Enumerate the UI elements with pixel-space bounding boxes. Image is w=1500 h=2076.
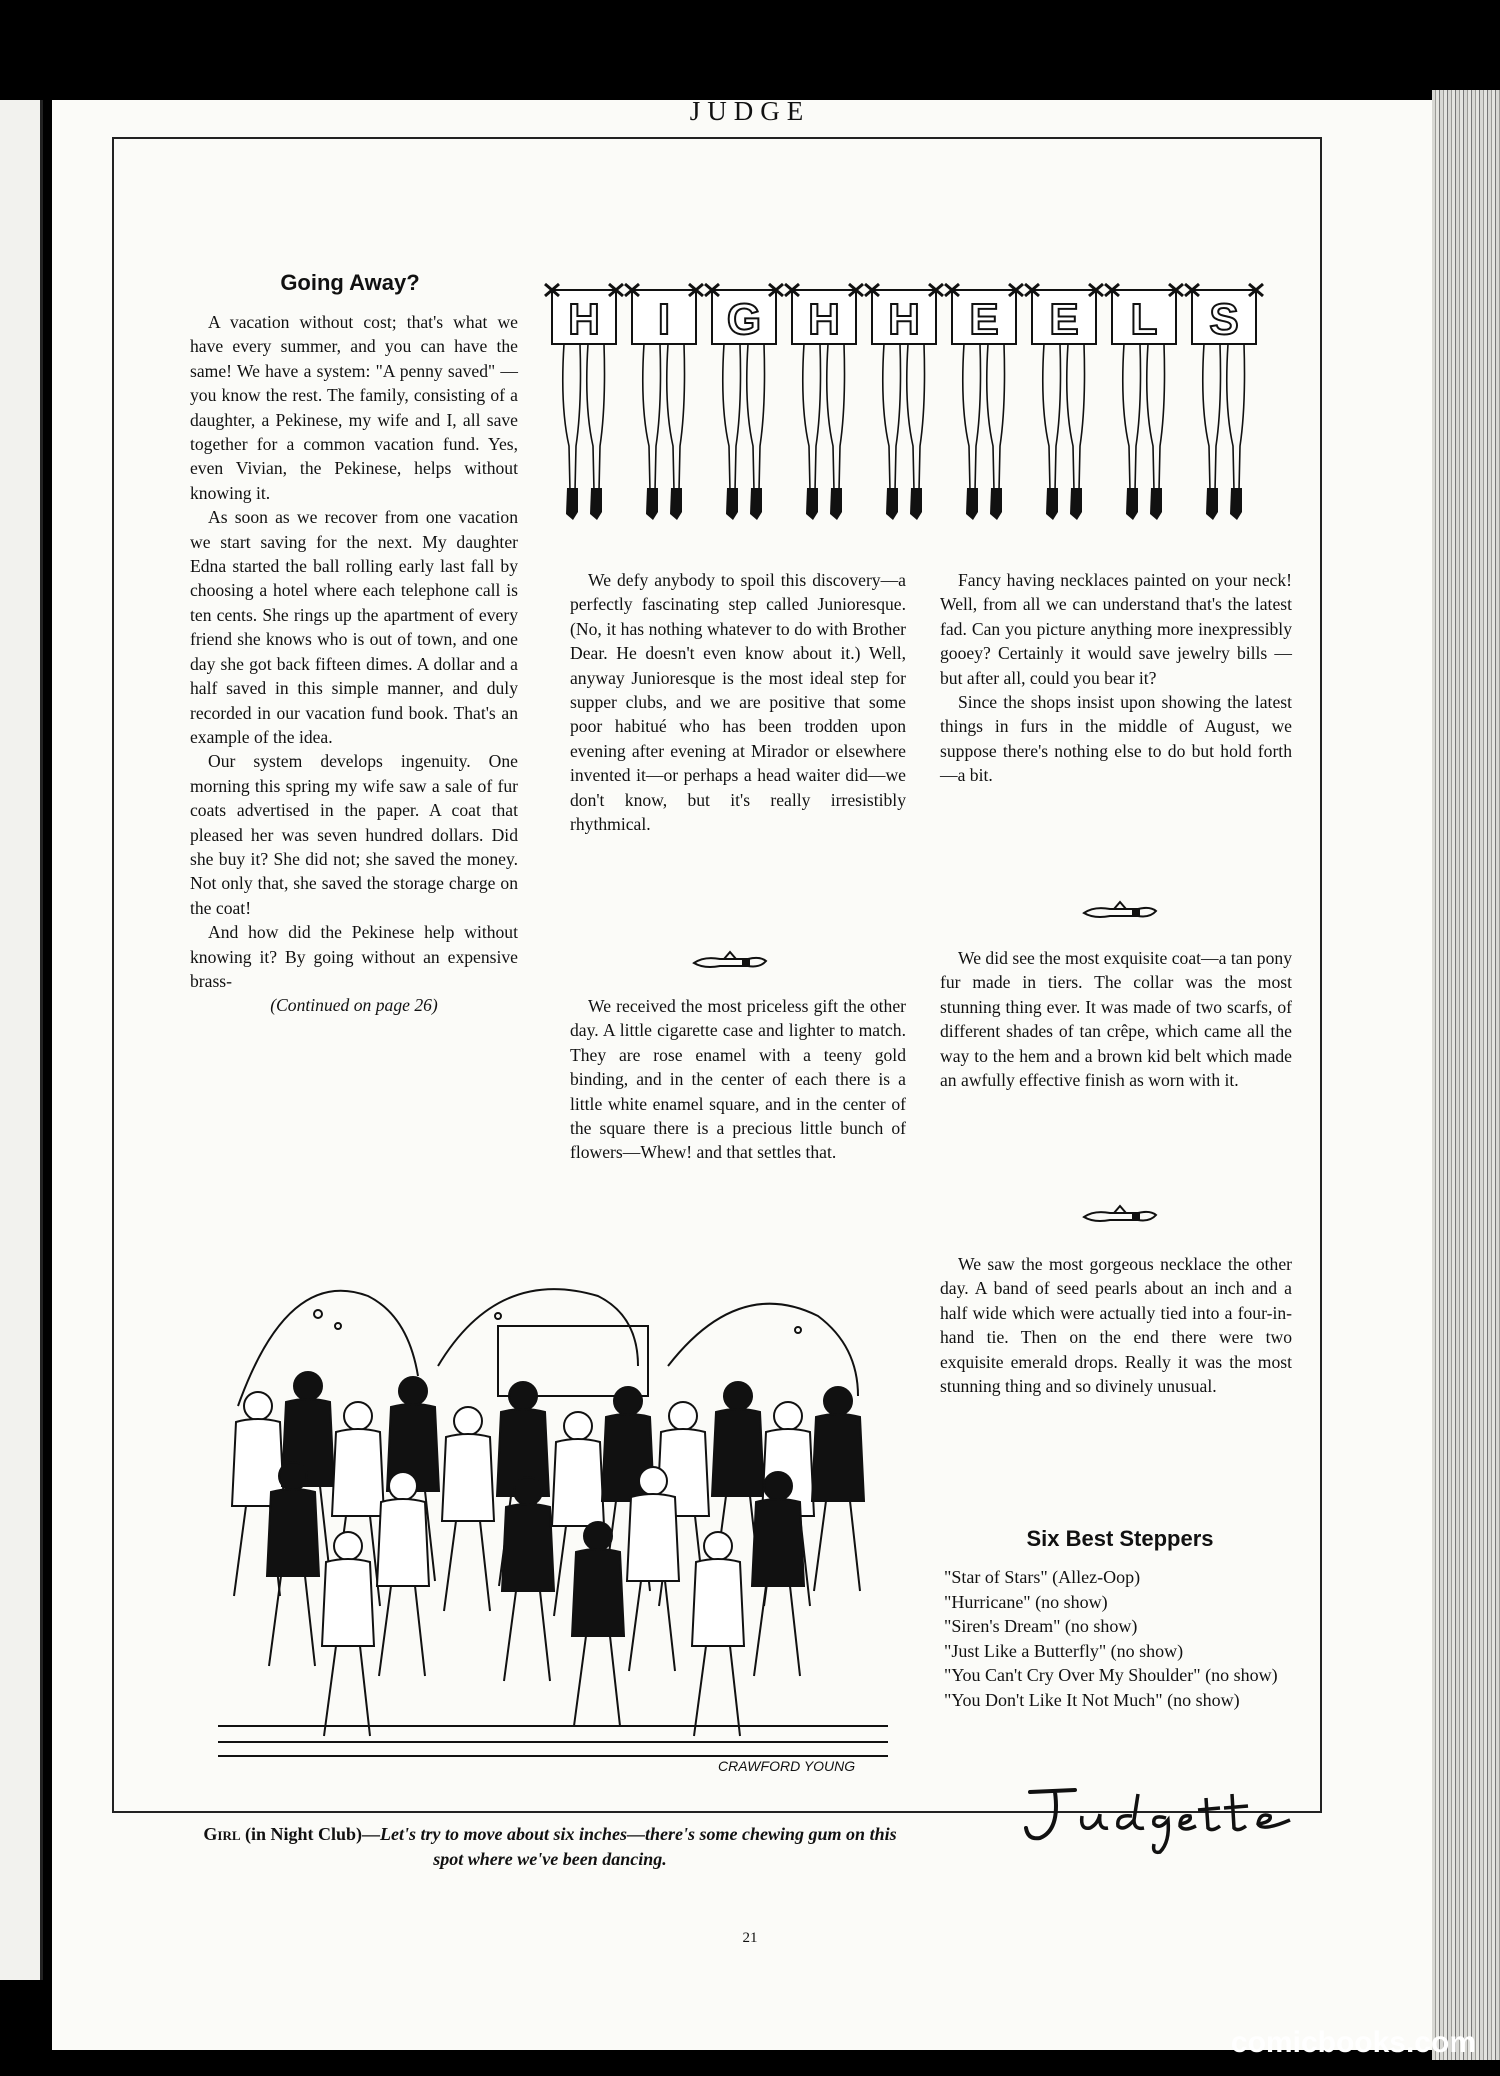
going-away-paragraph: Our system develops ingenuity. One morning this spring my wife saw a sale of fur coats advertised in the paper. A coat that pleased her was seven hundred dollars. Did she buy it? She did not; she saved the money. Not only that, she saved the storage charge on the coat! bbox=[190, 751, 518, 918]
gift-paragraph: We received the most priceless gift the other day. A little cigarette case and lighter to match. They are rose enamel with a teeny gold binding, and in the center of each there is a little white enamel square, and in the center of the square there is a precious little bunch of flowers—Whew! and that settles that. bbox=[570, 996, 906, 1163]
banner-letter-placard bbox=[1025, 284, 1103, 520]
going-away-paragraph: A vacation without cost; that's what we have every summer, and you can have the same! We have a system: "A penny saved" —you know the rest. The family, consisting of a daughter, a Pekinese, my wife and I, all save together for a common vacation fund. Yes, even Vivian, the Pekinese, helps without knowing it. bbox=[190, 312, 518, 503]
going-away-article bbox=[190, 310, 518, 1018]
watermark: comicbooks.com bbox=[1230, 2026, 1476, 2059]
coat-paragraph: We did see the most exquisite coat—a tan pony fur made in tiers. The collar was the most stunning thing ever. It was made of two scarfs, of different shades of tan crêpe, which came all the way to the hem and a brown kid belt which made an awfully effective finish as worn with it. bbox=[940, 948, 1292, 1091]
high-heels-banner bbox=[544, 276, 1274, 536]
going-away-title: Going Away? bbox=[280, 270, 420, 295]
dancer-figure bbox=[752, 1472, 804, 1676]
middle-column-lower bbox=[570, 994, 906, 1165]
banner-letter-placard bbox=[625, 284, 703, 520]
banner-letter-placard bbox=[1105, 284, 1183, 520]
banner-letter-placard bbox=[705, 284, 783, 520]
right-column bbox=[940, 568, 1292, 788]
banner-letter: E bbox=[969, 295, 999, 344]
banner-letter-placard bbox=[785, 284, 863, 520]
dancer-figure bbox=[322, 1532, 374, 1736]
right-column-middle bbox=[940, 946, 1292, 1092]
masthead: JUDGE bbox=[689, 96, 811, 126]
caption-setting: (in Night Club)— bbox=[240, 1824, 381, 1844]
middle-column bbox=[570, 568, 906, 836]
dancer-figure bbox=[627, 1467, 679, 1671]
necklace-paint-paragraph: Fancy having necklaces painted on your neck! Well, from all we can understand that's the latest fad. Can you picture anything more inexpressibly gooey? Certainly it would save jewelry bills —but after all, could you bear it? bbox=[940, 570, 1292, 688]
banner-letter: H bbox=[568, 295, 600, 344]
going-away-paragraph: And how did the Pekinese help without knowing it? By going without an expensive brass- bbox=[190, 922, 518, 991]
dancer-figure bbox=[267, 1462, 319, 1666]
dancer-figure bbox=[377, 1472, 429, 1676]
banner-letter: I bbox=[657, 295, 671, 344]
cartoon-caption bbox=[200, 1822, 900, 1872]
furs-paragraph: Since the shops insist upon showing the latest things in furs in the middle of August, we suppose there's nothing else to do but hold forth—a bit. bbox=[940, 692, 1292, 786]
banner-letter: G bbox=[726, 295, 762, 344]
banner-letter: H bbox=[888, 295, 920, 344]
junioresque-paragraph: We defy anybody to spoil this discovery—a perfectly fascinating step called Junioresque. (No, it has nothing whatever to do with Brother Dear. He doesn't even know about it.) Well, anyway Junioresque is the most ideal step for supper clubs, and we are positive that some poor habitué who has been trodden upon evening after evening at Mirador or elsewhere invented it—or perhaps a head waiter did—we don't know, but it's really irresistibly rhythmical. bbox=[570, 570, 906, 835]
night-club-cartoon bbox=[198, 1256, 918, 1816]
banner-letter: H bbox=[808, 295, 840, 344]
facing-page-edge bbox=[0, 100, 43, 1980]
banner-letter: E bbox=[1049, 295, 1079, 344]
stepper-item: "Star of Stars" (Allez-Oop) bbox=[944, 1567, 1141, 1587]
stepper-item: "You Don't Like It Not Much" (no show) bbox=[944, 1689, 1240, 1710]
steppers-title: Six Best Steppers bbox=[1026, 1526, 1214, 1551]
cigarette-divider-icon bbox=[1080, 1200, 1160, 1230]
banner-letter-placard bbox=[865, 284, 943, 520]
caption-speaker: Girl bbox=[203, 1824, 241, 1844]
steppers-list bbox=[944, 1565, 1304, 1712]
banner-letter-placard bbox=[545, 284, 623, 520]
caption-quote: Let's try to move about six inches—there's some chewing gum on this spot where we've been dancing. bbox=[380, 1824, 897, 1869]
judgette-signature bbox=[1020, 1780, 1300, 1860]
page-number: 21 bbox=[742, 1930, 758, 1946]
continued-note: (Continued on page 26) bbox=[270, 995, 438, 1016]
pearl-necklace-paragraph: We saw the most gorgeous necklace the other day. A band of seed pearls about an inch and a half wide which were actually tied into a four-in-hand tie. Then on the end there were two exquisite emerald drops. Really it was the most stunning thing and so divinely unusual. bbox=[940, 1254, 1292, 1397]
dancer-figure bbox=[502, 1477, 554, 1681]
stepper-item: "You Can't Cry Over My Shoulder" (no show) bbox=[944, 1665, 1278, 1685]
artist-signature: CRAWFORD YOUNG bbox=[718, 1758, 856, 1774]
right-column-lower bbox=[940, 1252, 1292, 1398]
banner-letter: L bbox=[1130, 295, 1158, 344]
cigarette-divider-icon bbox=[1080, 896, 1160, 926]
banner-letter-placard bbox=[1185, 284, 1263, 520]
banner-letter-placard bbox=[945, 284, 1023, 520]
stepper-item: "Siren's Dream" (no show) bbox=[944, 1616, 1138, 1636]
dancer-figure bbox=[572, 1522, 624, 1726]
page-stack-edges bbox=[1432, 90, 1500, 2060]
dancer-figure bbox=[812, 1387, 864, 1591]
going-away-paragraph: As soon as we recover from one vacation we start saving for the next. My daughter Edna started the ball rolling early last fall by choosing a hotel where each telephone call is ten cents. She rings up the apartment of every friend she knows who is out of town, and one day she got back fifteen dimes. A dollar and a half saved in this simple manner, and duly recorded in our vacation fund book. That's an example of the idea. bbox=[190, 507, 518, 747]
banner-letter: S bbox=[1209, 295, 1239, 344]
stepper-item: "Hurricane" (no show) bbox=[944, 1591, 1108, 1612]
dancer-figure bbox=[692, 1532, 744, 1736]
stepper-item: "Just Like a Butterfly" (no show) bbox=[944, 1640, 1184, 1661]
dancer-figure bbox=[442, 1407, 494, 1611]
cigarette-divider-icon bbox=[690, 946, 770, 976]
